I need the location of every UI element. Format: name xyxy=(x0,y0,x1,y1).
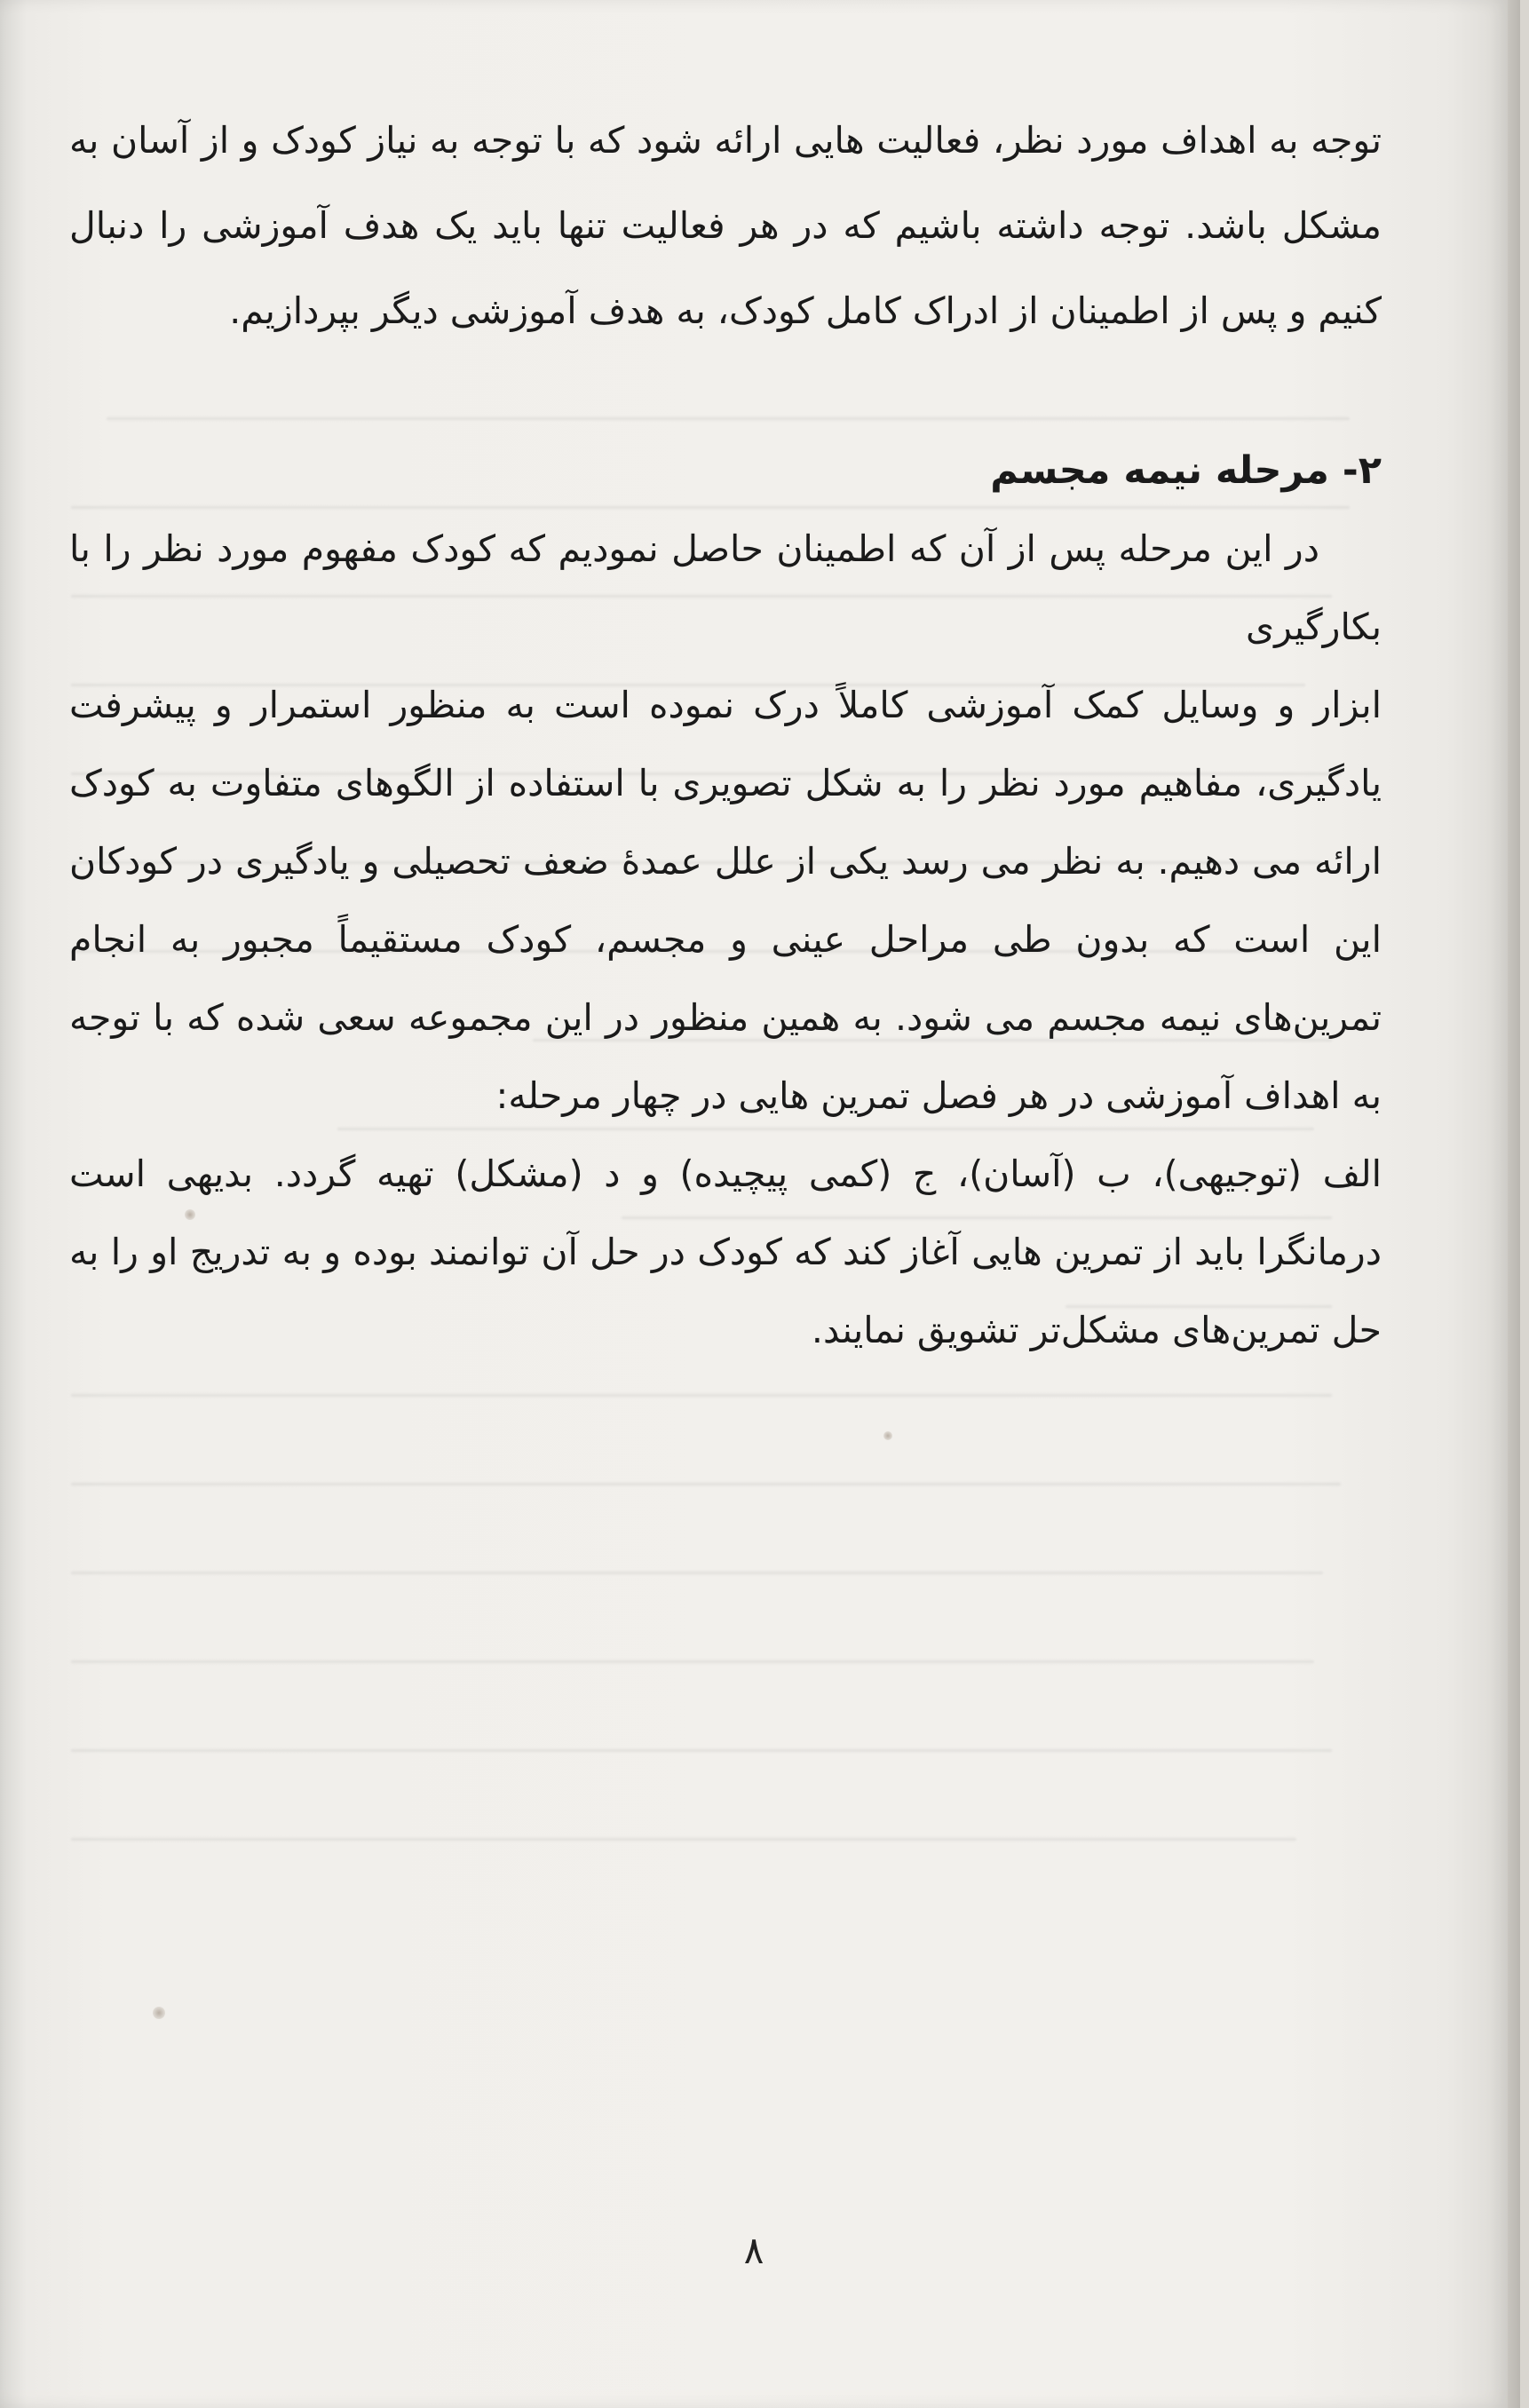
paragraph-stage-description: در این مرحله پس از آن که اطمینان حاصل نمودیم که کودک مفهوم مورد نظر را با بکارگیری xyxy=(69,527,1382,648)
paper-speck xyxy=(185,1209,195,1220)
page-number: ۸ xyxy=(743,2229,764,2272)
paragraph-levels: الف (توجیهی)، ب (آسان)، ج (کمی پیچیده) و د (مشکل) تهیه گردد. بدیهی است درمانگرا باید از تمرین هایی آغاز کند که کودک در حل آن توانمند بوده و به تدریج او را به حل تمرین‌های مشکل‌تر تشویق نمایند. xyxy=(69,1153,1382,1351)
paragraph-intro: توجه به اهداف مورد نظر، فعالیت هایی ارائه شود که با توجه به نیاز کودک و از آسان به مشکل باشد. توجه داشته باشیم که در هر فعالیت تنها باید یک هدف آموزشی را دنبال کنیم و پس از اطمینان از ادراک کامل کودک، به هدف آموزشی دیگر بپردازیم. xyxy=(69,119,1382,332)
section-heading: ۲- مرحله نیمه مجسم xyxy=(990,448,1382,493)
page-body xyxy=(69,98,1382,1369)
paragraph-tools: ابزار و وسایل کمک آموزشی کاملاً درک نموده است به منظور استمرار و پیشرفت یادگیری، مفاهیم مورد نظر را به شکل تصویری با استفاده از الگوهای متفاوت به کودک ارائه می دهیم. به نظر می رسد یکی از علل عمدهٔ ضعف تحصیلی و یادگیری در کودکان این است که بدون طی مراحل عینی و مجسم، کودک مستقیماً مجبور به انجام تمرین‌های نیمه مجسم می شود. به همین منظور در این مجموعه سعی شده که با توجه به اهداف آموزشی در هر فصل تمرین هایی در چهار مرحله: xyxy=(69,684,1382,1117)
paper-speck xyxy=(153,2007,165,2019)
paper-speck xyxy=(883,1431,892,1440)
